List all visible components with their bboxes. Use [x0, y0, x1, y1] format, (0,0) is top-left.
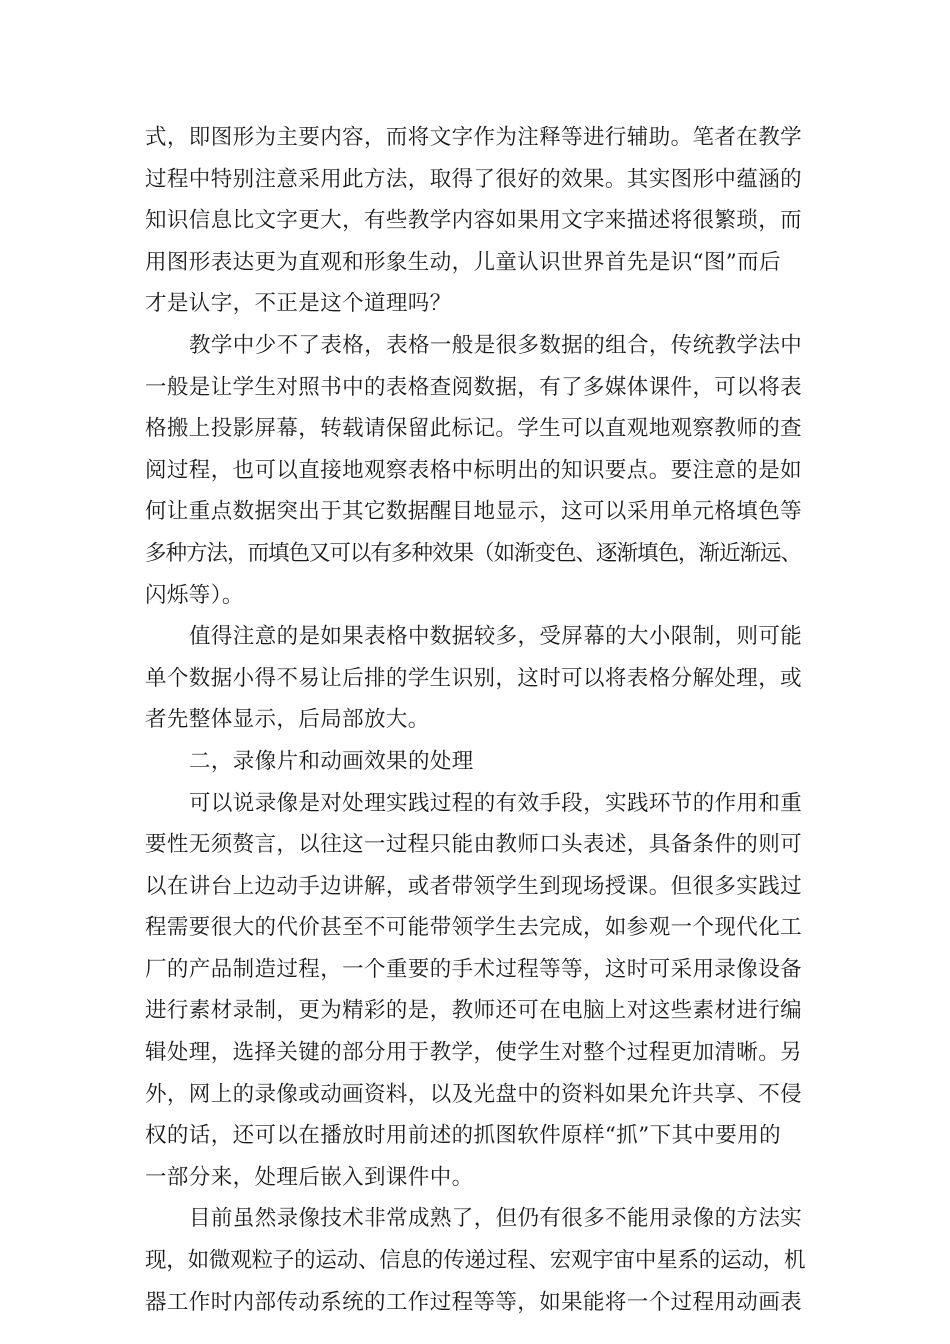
text-line: 用图形表达更为直观和形象生动，儿童认识世界首先是识“图”而后: [145, 249, 781, 275]
text-line: 一部分来，处理后嵌入到课件中。: [145, 1164, 474, 1190]
text-line: 闪烁等）。: [145, 582, 244, 608]
text-line: 过程中特别注意采用此方法，取得了很好的效果。其实图形中蕴涵的: [145, 166, 803, 192]
text-line: 格搬上投影屏幕，转载请保留此标记。学生可以直观地观察教师的查: [145, 416, 803, 442]
text-line: 以在讲台上边动手边讲解，或者带领学生到现场授课。但很多实践过: [145, 873, 803, 899]
text-line: 辑处理，选择关键的部分用于教学，使学生对整个过程更加清晰。另: [145, 1040, 803, 1066]
text-line: 才是认字，不正是这个道理吗？: [145, 291, 452, 317]
text-line: 阅过程，也可以直接地观察表格中标明出的知识要点。要注意的是如: [145, 457, 803, 483]
text-line: 外，网上的录像或动画资料，以及光盘中的资料如果允许共享、不侵: [145, 1081, 803, 1107]
text-line: 多种方法，而填色又可以有多种效果（如渐变色、逐渐填色，渐近渐远、: [145, 540, 802, 566]
text-line: 器工作时内部传动系统的工作过程等等，如果能将一个过程用动画表: [145, 1289, 803, 1315]
text-line: 厂的产品制造过程，一个重要的手术过程等等，这时可采用录像设备: [145, 956, 803, 982]
text-line: 二，录像片和动画效果的处理: [189, 748, 474, 774]
text-line: 知识信息比文字更大，有些教学内容如果用文字来描述将很繁琐，而: [145, 208, 803, 234]
text-line: 程需要很大的代价甚至不可能带领学生去完成，如参观一个现代化工: [145, 915, 803, 941]
text-line: 单个数据小得不易让后排的学生识别，这时可以将表格分解处理，或: [145, 665, 803, 691]
text-line: 何让重点数据突出于其它数据醒目地显示，这可以采用单元格填色等: [145, 499, 803, 525]
text-line: 一般是让学生对照书中的表格查阅数据，有了多媒体课件，可以将表: [145, 374, 803, 400]
document-body: [145, 117, 805, 1323]
text-line: 要性无须赘言，以往这一过程只能由教师口头表述，具备条件的则可: [145, 832, 803, 858]
text-line: 式，即图形为主要内容，而将文字作为注释等进行辅助。笔者在教学: [145, 125, 803, 150]
text-line: 现，如微观粒子的运动、信息的传递过程、宏观宇宙中星系的运动，机: [145, 1248, 805, 1274]
text-line: 者先整体显示，后局部放大。: [145, 707, 430, 733]
text-line: 值得注意的是如果表格中数据较多，受屏幕的大小限制，则可能: [189, 624, 803, 650]
text-line: 权的话，还可以在播放时用前述的抓图软件原样“抓”下其中要用的: [145, 1123, 781, 1149]
text-line: 进行素材录制，更为精彩的是，教师还可在电脑上对这些素材进行编: [145, 998, 803, 1024]
text-line: 教学中少不了表格，表格一般是很多数据的组合，传统教学法中: [189, 332, 803, 358]
text-line: 可以说录像是对处理实践过程的有效手段，实践环节的作用和重: [189, 790, 803, 816]
text-line: 目前虽然录像技术非常成熟了，但仍有很多不能用录像的方法实: [189, 1206, 803, 1232]
